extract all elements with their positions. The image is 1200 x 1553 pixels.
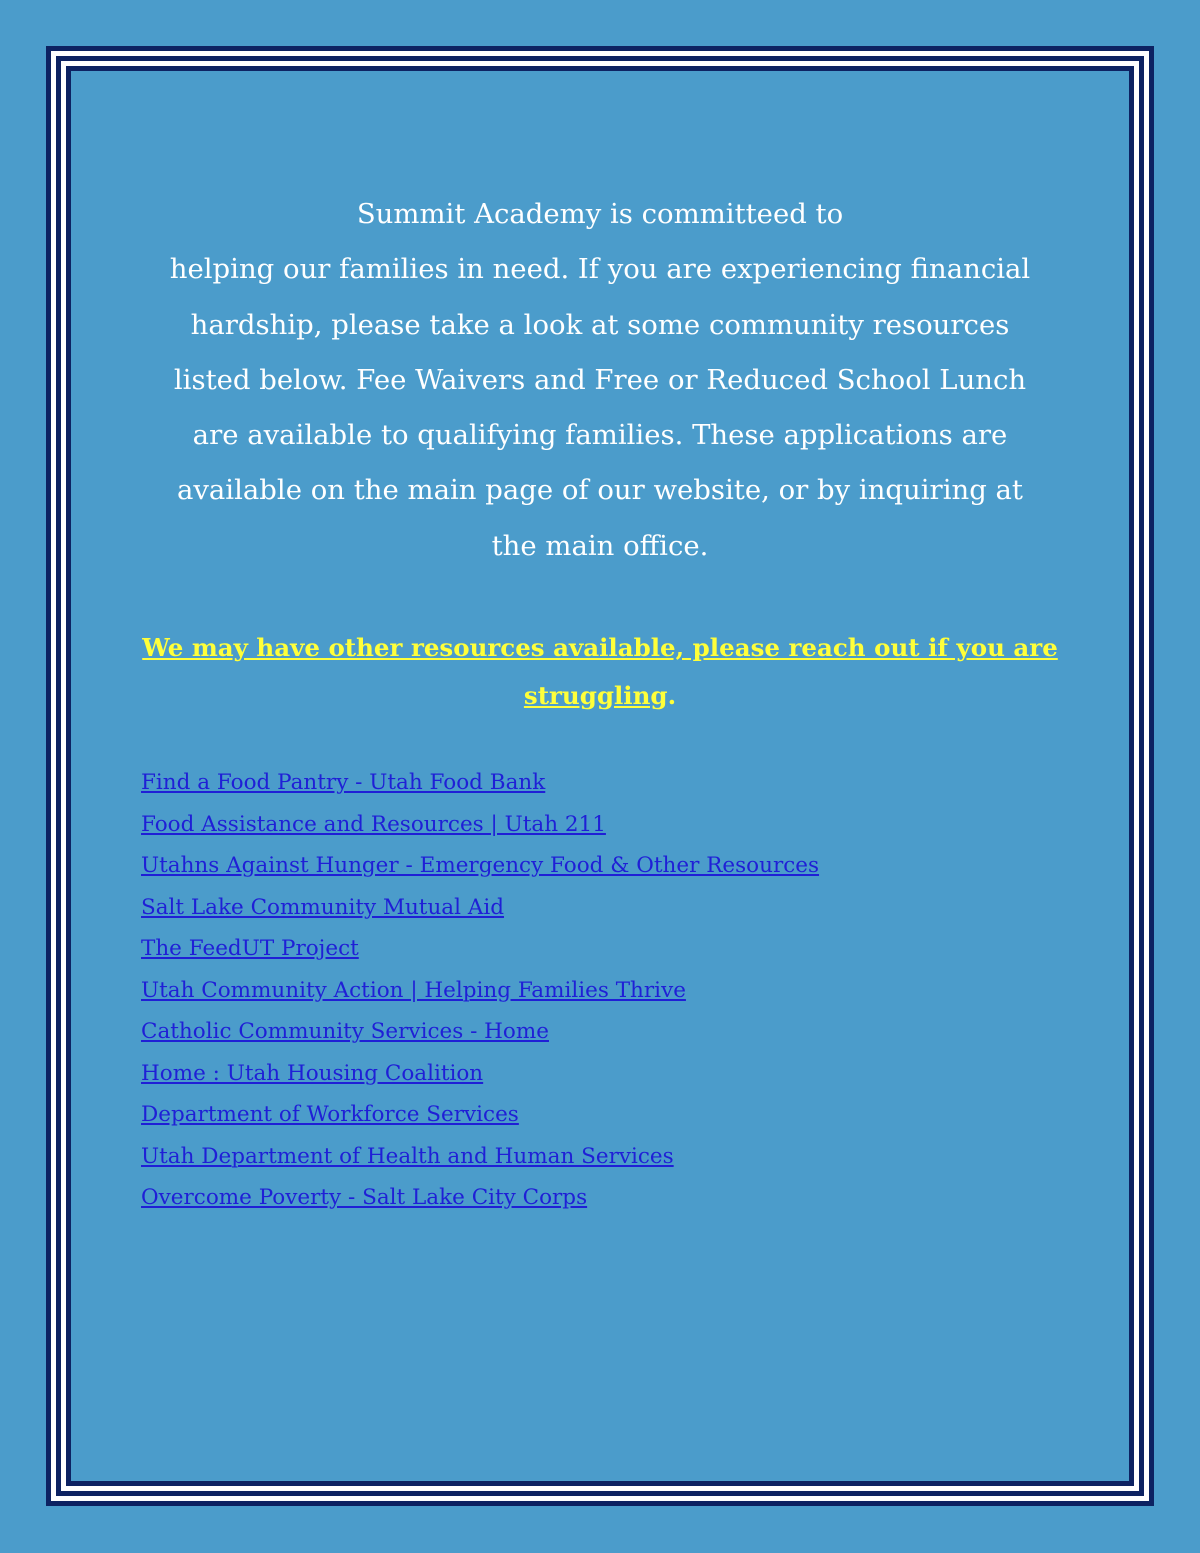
intro-paragraph	[150, 187, 1050, 574]
link-health-human-services[interactable]: Utah Department of Health and Human Services	[141, 1143, 674, 1169]
link-utah-community-action[interactable]: Utah Community Action | Helping Families Thrive	[141, 977, 686, 1003]
intro-line: are available to qualifying families. These applications are	[192, 419, 1008, 452]
list-item	[141, 1053, 819, 1095]
link-utah-211[interactable]: Food Assistance and Resources | Utah 211	[141, 811, 606, 837]
intro-line: the main office.	[491, 529, 709, 562]
list-item	[141, 762, 819, 804]
list-item	[141, 970, 819, 1012]
intro-line: hardship, please take a look at some community resources	[190, 308, 1010, 341]
link-slc-mutual-aid[interactable]: Salt Lake Community Mutual Aid	[141, 894, 504, 920]
list-item	[141, 845, 819, 887]
resources-notice	[130, 624, 1070, 720]
list-item	[141, 1094, 819, 1136]
link-feedut-project[interactable]: The FeedUT Project	[141, 936, 359, 961]
notice-struggling: struggling	[523, 681, 668, 710]
list-item	[141, 928, 819, 970]
intro-line: available on the main page of our website, or by inquiring at	[176, 474, 1023, 507]
notice-line-2	[130, 672, 1070, 720]
link-utah-housing-coalition[interactable]: Home : Utah Housing Coalition	[141, 1060, 484, 1086]
intro-line: helping our families in need. If you are experiencing financial	[169, 253, 1031, 286]
intro-line: Summit Academy is committeed to	[356, 198, 844, 230]
link-utah-food-bank[interactable]: Find a Food Pantry - Utah Food Bank	[141, 770, 546, 795]
notice-line-1: We may have other resources available, please reach out if you are	[142, 633, 1058, 662]
resource-links-list	[141, 762, 819, 1219]
list-item	[141, 1136, 819, 1178]
link-slc-corps[interactable]: Overcome Poverty - Salt Lake City Corps	[141, 1185, 588, 1210]
link-catholic-community-services[interactable]: Catholic Community Services - Home	[141, 1019, 549, 1044]
list-item	[141, 1011, 819, 1053]
list-item	[141, 1177, 819, 1219]
list-item	[141, 887, 819, 929]
intro-line: listed below. Fee Waivers and Free or Reduced School Lunch	[173, 363, 1027, 396]
link-utahns-against-hunger[interactable]: Utahns Against Hunger - Emergency Food & Other Resources	[141, 853, 820, 878]
list-item	[141, 804, 819, 846]
link-workforce-services[interactable]: Department of Workforce Services	[141, 1102, 519, 1127]
notice-period: .	[667, 681, 677, 710]
